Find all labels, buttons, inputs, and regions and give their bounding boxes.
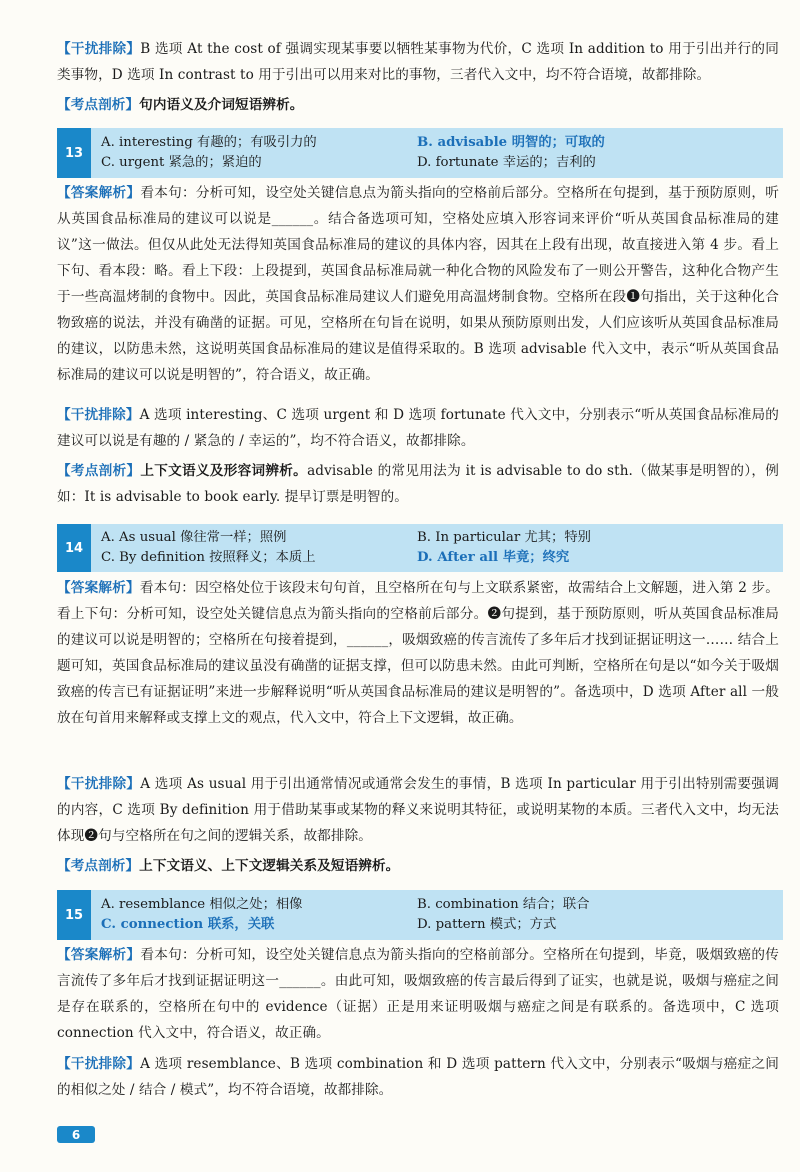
option-a: A. resemblance 相似之处；相像 bbox=[101, 897, 303, 912]
section-tag: 【考点剖析】 bbox=[57, 858, 140, 874]
paragraph-text: 看本句：因空格处位于该段末句句首，且空格所在句与上文联系紧密，故需结合上文解题，进入第 2 步。看上下句：分析可知，设空处关键信息点为箭头指向的空格前后部分。❷句提到，基于预防原则，听从英国食品标准局的建议可以说是明智的；空格所在句接着提到，______，吸烟致癌的传言流传了多年后才找到证据证明这一…… 结合上题可知，英国食品标准局的建议虽没有确凿的证据支撑，但可以防患未然。由此可判断，空格所在句是以“如今关于吸烟致癌的传言已有证据证明”来进一步解释说明“听从英国食品标准局的建议是明智的”。备选项中，D 选项 After all 一般放在句首用来解释或支撑上文的观点，代入文中，符合上下文逻辑，故正确。 bbox=[57, 580, 779, 726]
option-a: A. interesting 有趣的；有吸引力的 bbox=[101, 135, 317, 150]
option-d-correct: D. After all 毕竟；终究 bbox=[417, 550, 570, 565]
interference-elimination-13 bbox=[57, 402, 779, 454]
question-15-options bbox=[57, 890, 783, 940]
paragraph-text: 看本句：分析可知，设空处关键信息点为箭头指向的空格前部分。空格所在句提到，毕竟，吸烟致癌的传言流传了多年后才找到证据证明这一______。由此可知，吸烟致癌的传言最后得到了证实，也就是说，吸烟与癌症之间是存在联系的，空格所在句中的 evidence（证据）正是用来证明吸烟与癌症之间是有联系的。备选项中，C 选项 connection 代入文中，符合语义，故正确。 bbox=[57, 947, 779, 1041]
option-b: B. In particular 尤其；特别 bbox=[417, 530, 591, 545]
option-b: B. combination 结合；联合 bbox=[417, 897, 590, 912]
section-tag: 【干扰排除】 bbox=[57, 1056, 141, 1072]
section-tag: 【干扰排除】 bbox=[57, 407, 140, 423]
option-b-correct: B. advisable 明智的；可取的 bbox=[417, 135, 605, 150]
section-tag: 【干扰排除】 bbox=[57, 776, 141, 792]
paragraph-text: 句内语义及介词短语辨析。 bbox=[139, 97, 304, 113]
option-a: A. As usual 像往常一样；照例 bbox=[101, 530, 287, 545]
option-c: C. urgent 紧急的；紧迫的 bbox=[101, 155, 262, 170]
section-tag: 【考点剖析】 bbox=[57, 97, 140, 113]
paragraph-text: 上下文语义、上下文逻辑关系及短语辨析。 bbox=[139, 858, 400, 874]
paragraph-text: B 选项 At the cost of 强调实现某事要以牺牲某事物为代价，C 选项 In addition to 用于引出并行的同类事物，D 选项 In contrast to 用于引出可以用来对比的事物，三者代入文中，均不符合语境，故都排除。 bbox=[57, 41, 779, 83]
interference-elimination-14 bbox=[57, 771, 779, 849]
key-point-12 bbox=[57, 92, 779, 118]
option-c: C. By definition 按照释义；本质上 bbox=[101, 550, 316, 565]
section-tag: 【答案解析】 bbox=[57, 947, 141, 963]
option-c-correct: C. connection 联系，关联 bbox=[101, 917, 275, 932]
option-d: D. pattern 模式；方式 bbox=[417, 917, 557, 932]
key-point-bold: 上下文语义及形容词辨析。 bbox=[140, 463, 308, 479]
paragraph-text: A 选项 resemblance、B 选项 combination 和 D 选项 pattern 代入文中，分别表示“吸烟与癌症之间的相似之处 / 结合 / 模式”，均不符合语境，故都排除。 bbox=[57, 1056, 779, 1098]
interference-elimination-12 bbox=[57, 36, 779, 88]
paragraph-text: 看本句：分析可知，设空处关键信息点为箭头指向的空格前后部分。空格所在句提到，基于预防原则，听从英国食品标准局的建议可以说是______。结合备选项可知，空格处应填入形容词来评价“听从英国食品标准局的建议”这一做法。但仅从此处无法得知英国食品标准局的建议的具体内容，因其在上段有出现，故直接进入第 4 步。看上下句、看本段：略。看上下段：上段提到，英国食品标准局就一种化合物的风险发布了一则公开警告，这种化合物产生于一些高温烤制的食物中。因此，英国食品标准局建议人们避免用高温烤制食物。空格所在段❶句指出，关于这种化合物致癌的说法，并没有确凿的证据。可见，空格所在句旨在说明，如果从预防原则出发，人们应该听从英国食品标准局的建议，以防患未然，这说明英国食品标准局的建议是值得采取的。B 选项 advisable 代入文中，表示“听从英国食品标准局的建议可以说是明智的”，符合语义，故正确。 bbox=[57, 185, 779, 383]
section-tag: 【答案解析】 bbox=[57, 185, 141, 201]
section-tag: 【考点剖析】 bbox=[57, 463, 141, 479]
section-tag: 【干扰排除】 bbox=[57, 41, 141, 57]
answer-analysis-13 bbox=[57, 180, 779, 388]
option-d: D. fortunate 幸运的；吉利的 bbox=[417, 155, 596, 170]
question-13-options bbox=[57, 128, 783, 178]
question-number: 13 bbox=[57, 128, 91, 178]
section-tag: 【答案解析】 bbox=[57, 580, 140, 596]
paragraph-text: advisable 的常见用法为 it is advisable to do sth.（做某事是明智的），例如：It is advisable to book early. 提早订票是明智的。 bbox=[57, 463, 779, 505]
question-14-options bbox=[57, 524, 783, 572]
paragraph-text: A 选项 interesting、C 选项 urgent 和 D 选项 fortunate 代入文中，分别表示“听从英国食品标准局的建议可以说是有趣的 / 紧急的 / 幸运的”，均不符合语义，故都排除。 bbox=[57, 407, 780, 449]
interference-elimination-15 bbox=[57, 1051, 779, 1103]
answer-analysis-15 bbox=[57, 942, 779, 1046]
answer-analysis-14 bbox=[57, 575, 779, 731]
key-point-13 bbox=[57, 458, 779, 510]
page-number: 6 bbox=[57, 1126, 95, 1143]
key-point-14 bbox=[57, 853, 779, 879]
question-number: 15 bbox=[57, 890, 91, 940]
question-number: 14 bbox=[57, 524, 91, 572]
paragraph-text: A 选项 As usual 用于引出通常情况或通常会发生的事情，B 选项 In particular 用于引出特别需要强调的内容，C 选项 By definition 用于借助某事或某物的释义来说明其特征，或说明某物的本质。三者代入文中，均无法体现❷句与空格所在句之间的逻辑关系，故都排除。 bbox=[57, 776, 779, 844]
